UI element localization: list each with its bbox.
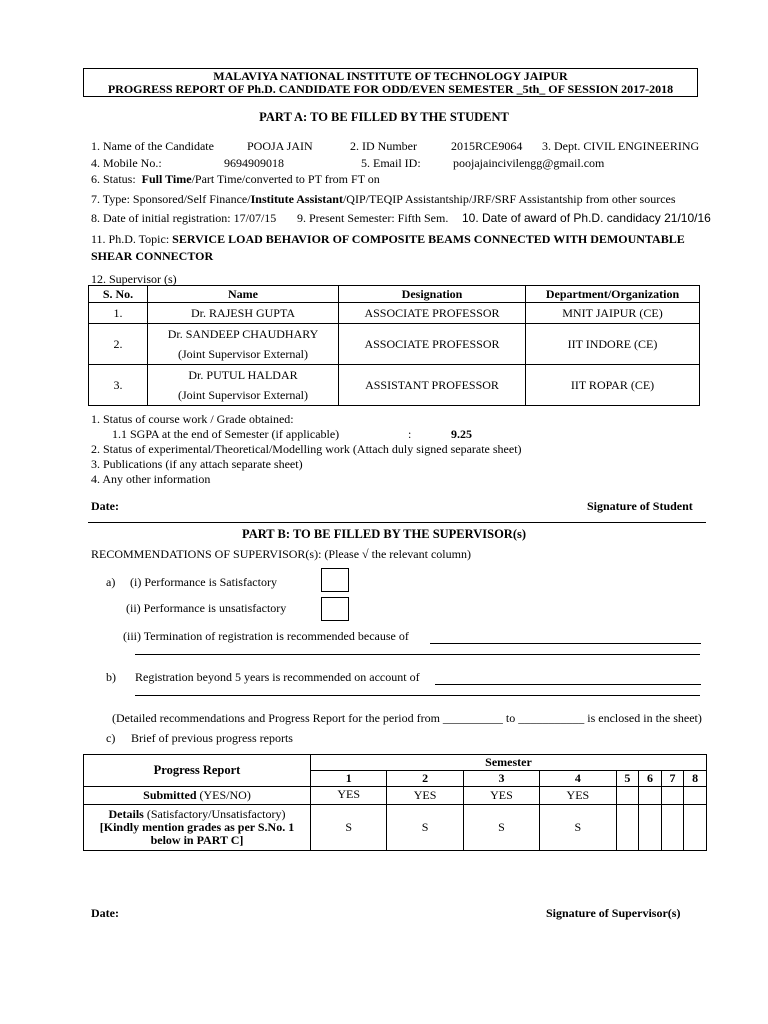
type-line <box>91 192 676 207</box>
sgpa-label: 1.1 SGPA at the end of Semester (if applicable) <box>112 427 340 441</box>
header-designation: Designation <box>339 286 526 303</box>
supervisor-table <box>88 285 700 406</box>
extension-input-line[interactable] <box>435 684 701 685</box>
details-value: S <box>463 805 539 851</box>
details-instruction: [Kindly mention grades as per S.No. 1 <box>99 820 295 834</box>
supervisor-name: Dr. SANDEEP CHAUDHARY <box>167 327 319 341</box>
supervisor-name: Dr. RAJESH GUPTA <box>148 303 339 324</box>
institute-name: MALAVIYA NATIONAL INSTITUTE OF TECHNOLOGY JAIPUR <box>213 69 568 83</box>
designation: ASSISTANT PROFESSOR <box>339 365 526 406</box>
designation: ASSOCIATE PROFESSOR <box>339 303 526 324</box>
sno: 2. <box>89 324 148 365</box>
department: MNIT JAIPUR (CE) <box>526 303 700 324</box>
present-semester: 9. Present Semester: Fifth Sem. <box>297 211 449 225</box>
status-label: 6. Status: <box>91 172 136 186</box>
candidacy-date: 10. Date of award of Ph.D. candidacy 21/10/16 <box>462 211 711 225</box>
semester-number: 3 <box>463 771 539 787</box>
table-row <box>89 365 700 406</box>
progress-report-table <box>83 754 707 851</box>
table-row <box>89 324 700 365</box>
submitted-value: YES <box>540 787 616 805</box>
header-sno: S. No. <box>89 286 148 303</box>
table-header-row <box>84 755 707 771</box>
phd-topic-label: 11. Ph.D. Topic: <box>91 232 170 246</box>
performance-satisfactory-label: (i) Performance is Satisfactory <box>130 575 277 589</box>
publications: 3. Publications (if any attach separate sheet) <box>91 457 303 471</box>
details-options: (Satisfactory/Unsatisfactory) <box>143 807 286 821</box>
details-value <box>639 805 662 851</box>
submitted-label-cell <box>84 787 311 805</box>
report-title: PROGRESS REPORT OF Ph.D. CANDIDATE FOR ODD/EVEN SEMESTER _5th_ OF SESSION 2017-2018 <box>107 82 674 96</box>
performance-unsatisfactory-label: (ii) Performance is unsatisfactory <box>126 601 287 615</box>
table-header-row <box>89 286 700 303</box>
sno: 3. <box>89 365 148 406</box>
supervisor-date-label: Date: <box>91 906 119 920</box>
termination-input-line[interactable] <box>430 643 701 644</box>
details-label: Details <box>108 807 144 821</box>
item-c-label: c) <box>106 731 116 745</box>
section-divider <box>88 522 706 523</box>
phd-topic-line <box>91 232 685 247</box>
submitted-row <box>84 787 707 805</box>
item-a-label: a) <box>106 575 116 589</box>
student-signature: Signature of Student <box>587 499 693 513</box>
header-name: Name <box>148 286 339 303</box>
details-value <box>684 805 707 851</box>
status-options: /Part Time/converted to PT from FT on <box>191 172 380 186</box>
details-value: S <box>387 805 463 851</box>
semester-number: 6 <box>639 771 662 787</box>
recommendations-heading: RECOMMENDATIONS OF SUPERVISOR(s): (Please √ the relevant column) <box>91 547 471 561</box>
details-row <box>84 805 707 851</box>
semester-number: 8 <box>684 771 707 787</box>
submitted-value <box>661 787 684 805</box>
sgpa-value: 9.25 <box>451 427 472 441</box>
termination-input-line-2[interactable] <box>135 654 700 655</box>
semester-header: Semester <box>311 755 707 771</box>
submitted-value <box>616 787 639 805</box>
designation: ASSOCIATE PROFESSOR <box>339 324 526 365</box>
other-information: 4. Any other information <box>91 472 211 486</box>
table-row <box>89 303 700 324</box>
unsatisfactory-checkbox[interactable] <box>321 597 349 621</box>
mobile-label: 4. Mobile No.: <box>91 156 162 170</box>
submitted-value <box>684 787 707 805</box>
detailed-recommendations-to: to <box>505 711 516 725</box>
part-a-heading: PART A: TO BE FILLED BY THE STUDENT <box>259 110 509 124</box>
report-header <box>83 68 698 97</box>
semester-number: 7 <box>661 771 684 787</box>
part-b-heading: PART B: TO BE FILLED BY THE SUPERVISOR(s) <box>241 527 527 541</box>
detailed-recommendations <box>112 711 702 726</box>
registration-extension-label: Registration beyond 5 years is recommended on account of <box>135 670 420 684</box>
submitted-value: YES <box>387 787 463 805</box>
department: IIT ROPAR (CE) <box>526 365 700 406</box>
candidate-name-label: 1. Name of the Candidate <box>91 139 214 153</box>
id-number-value: 2015RCE9064 <box>451 139 523 153</box>
supervisor-name: Dr. PUTUL HALDAR <box>188 368 298 382</box>
details-value <box>661 805 684 851</box>
semester-number: 2 <box>387 771 463 787</box>
type-selected: Institute Assistant <box>250 192 343 206</box>
details-value: S <box>311 805 387 851</box>
details-value <box>616 805 639 851</box>
status-selected: Full Time <box>141 172 192 186</box>
id-number-label: 2. ID Number <box>350 139 417 153</box>
type-options: /QIP/TEQIP Assistantship/JRF/SRF Assistantship from other sources <box>342 192 676 206</box>
registration-date: 8. Date of initial registration: 17/07/15 <box>91 211 277 225</box>
satisfactory-checkbox[interactable] <box>321 568 349 592</box>
supervisor-name-cell <box>148 365 339 406</box>
termination-label: (iii) Termination of registration is recommended because of <box>123 629 409 643</box>
supervisor-name-cell <box>148 324 339 365</box>
course-work-status: 1. Status of course work / Grade obtained: <box>91 412 294 426</box>
semester-number: 4 <box>540 771 616 787</box>
submitted-value <box>639 787 662 805</box>
candidate-name-value: POOJA JAIN <box>247 139 313 153</box>
phd-topic-value-continued: SHEAR CONNECTOR <box>91 249 214 263</box>
phd-topic-value: SERVICE LOAD BEHAVIOR OF COMPOSITE BEAMS CONNECTED WITH DEMOUNTABLE <box>172 232 685 246</box>
submitted-value: YES <box>311 787 387 805</box>
details-label-cell <box>84 805 311 851</box>
semester-number: 1 <box>311 771 387 787</box>
submitted-label: Submitted <box>143 788 197 802</box>
student-date-label: Date: <box>91 499 119 513</box>
type-label: 7. Type: Sponsored/Self Finance/ <box>91 192 251 206</box>
supervisor-signature: Signature of Supervisor(s) <box>546 906 681 920</box>
supervisor-label: 12. Supervisor (s) <box>91 272 177 286</box>
submitted-value: YES <box>463 787 539 805</box>
sgpa-colon: : <box>408 427 412 441</box>
semester-number: 5 <box>616 771 639 787</box>
department-field: 3. Dept. CIVIL ENGINEERING <box>542 139 700 153</box>
details-value: S <box>540 805 616 851</box>
mobile-value: 9694909018 <box>224 156 284 170</box>
experimental-status: 2. Status of experimental/Theoretical/Modelling work (Attach duly signed separate sheet) <box>91 442 522 456</box>
details-instruction-2: below in PART C] <box>150 833 244 847</box>
submitted-suffix: (YES/NO) <box>196 788 251 802</box>
supervisor-note: (Joint Supervisor External) <box>178 388 308 402</box>
progress-report-header: Progress Report <box>84 755 311 787</box>
previous-reports-label: Brief of previous progress reports <box>131 731 293 745</box>
status-line <box>91 172 380 187</box>
email-label: 5. Email ID: <box>361 156 421 170</box>
detailed-recommendations-start: (Detailed recommendations and Progress Report for the period from __________ <box>112 711 503 725</box>
email-value: poojajaincivilengg@gmail.com <box>453 156 605 170</box>
detailed-recommendations-end: ___________ is enclosed in the sheet) <box>518 711 702 725</box>
item-b-label: b) <box>106 670 116 684</box>
extension-input-line-2[interactable] <box>135 695 700 696</box>
sno: 1. <box>89 303 148 324</box>
supervisor-note: (Joint Supervisor External) <box>178 347 308 361</box>
header-department: Department/Organization <box>526 286 700 303</box>
department: IIT INDORE (CE) <box>526 324 700 365</box>
